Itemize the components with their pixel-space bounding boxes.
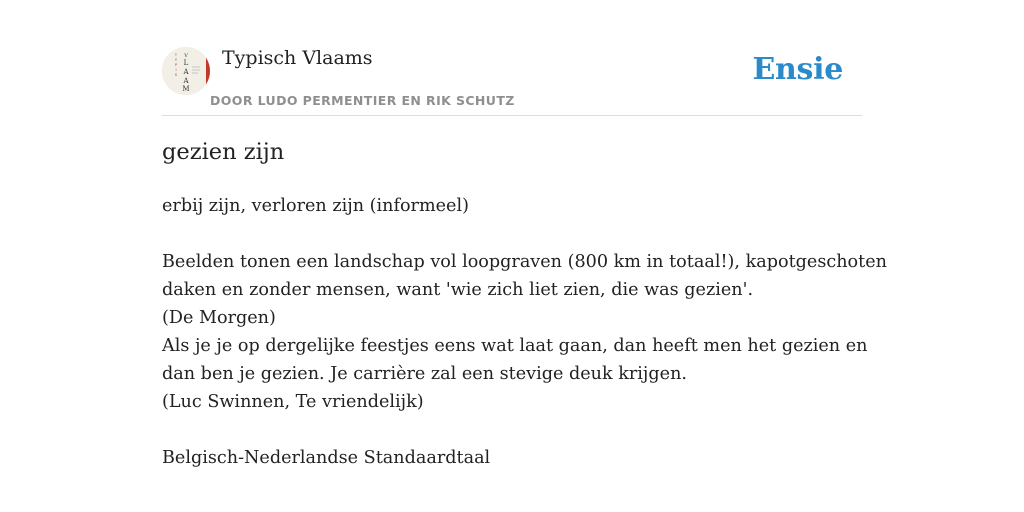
svg-text:L: L: [183, 59, 189, 67]
example-1-line-2: daken en zonder mensen, want 'wie zich liet zien, die was gezien'.: [162, 280, 754, 300]
example-1-line-1: Beelden tonen een landschap vol loopgraven (800 km in totaal!), kapotgeschoten: [162, 252, 887, 272]
spacer: [162, 416, 872, 444]
svg-text:A: A: [183, 68, 189, 76]
cover-accent-stripe: [206, 57, 210, 85]
svg-text:M: M: [182, 85, 190, 93]
svg-text:S: S: [174, 73, 178, 77]
book-cover-icon[interactable]: [162, 47, 210, 95]
svg-text:V: V: [184, 53, 188, 59]
ensie-logo[interactable]: Ensie: [752, 52, 843, 87]
book-authors: DOOR LUDO PERMENTIER EN RIK SCHUTZ: [210, 93, 515, 108]
example-2-line-2: dan ben je gezien. Je carrière zal een stevige deuk krijgen.: [162, 364, 687, 384]
book-cover-graphic: [162, 47, 210, 95]
entry-category[interactable]: Belgisch-Nederlandse Standaardtaal: [162, 448, 491, 468]
spacer: [162, 220, 872, 248]
book-title[interactable]: Typisch Vlaams: [222, 47, 373, 69]
svg-text:T: T: [174, 53, 178, 57]
example-2-line-1: Als je je op dergelijke feestjes eens wat laat gaan, dan heeft men het gezien en: [162, 336, 868, 356]
entry-term: gezien zijn: [162, 139, 285, 165]
svg-text:I: I: [175, 68, 177, 72]
site-header: [162, 44, 862, 116]
svg-text:Y: Y: [174, 58, 178, 62]
entry-definition: erbij zijn, verloren zijn (informeel): [162, 196, 469, 216]
entry-content: [162, 192, 887, 472]
svg-text:P: P: [174, 63, 178, 67]
example-2-source: (Luc Swinnen, Te vriendelijk): [162, 392, 424, 412]
svg-text:A: A: [183, 77, 189, 85]
example-1-source: (De Morgen): [162, 308, 276, 328]
